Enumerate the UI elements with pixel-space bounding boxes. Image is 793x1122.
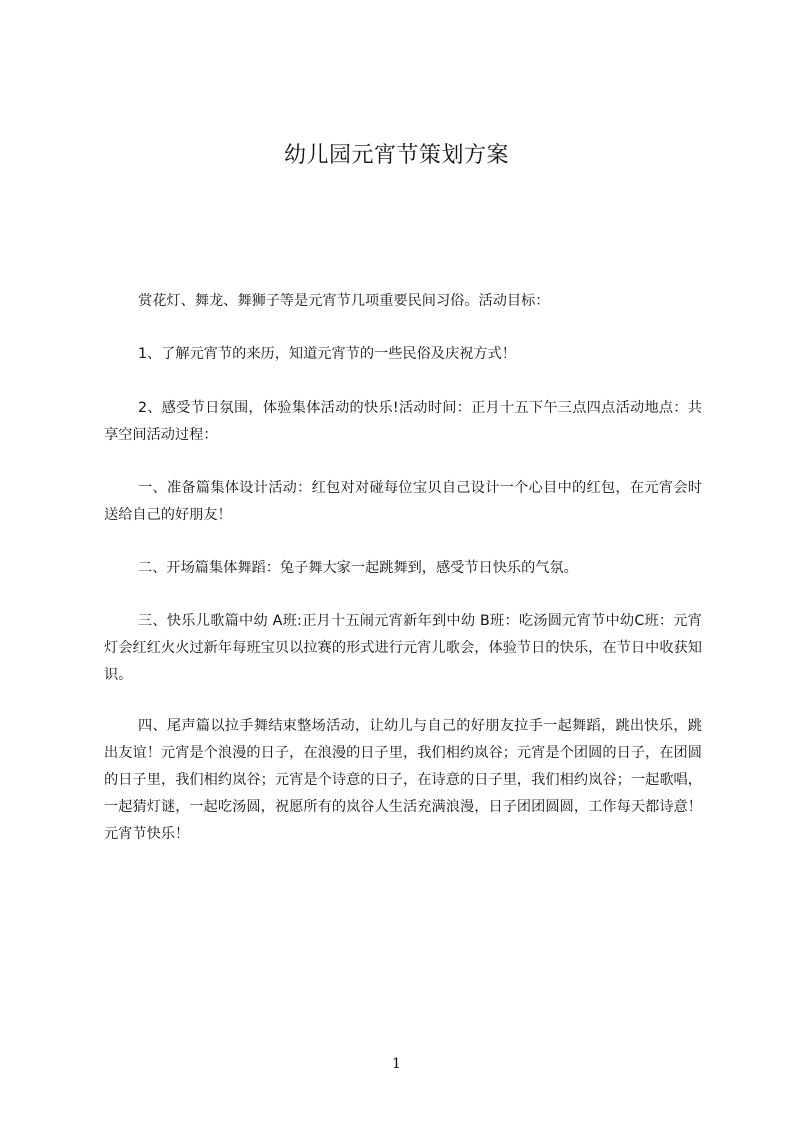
page-title: 幼儿园元宵节策划方案 [283,143,509,168]
paragraph-goal-2: 2、感受节日氛围，体验集体活动的快乐!活动时间：正月十五下午三点四点活动地点：共享空间活动过程： [104,400,702,443]
paragraph-opening-dance: 二、开场篇集体舞蹈：兔子舞大家一起跳舞到，感受节日快乐的气氛。 [138,560,578,576]
page-number: 1 [392,1056,401,1072]
paragraph-preparation: 一、准备篇集体设计活动：红包对对碰每位宝贝自己设计一个心目中的红包，在元宵会时送给自己的好朋友！ [104,480,702,523]
paragraph-goal-1: 1、了解元宵节的来历，知道元宵节的一些民俗及庆祝方式！ [138,346,516,362]
paragraph-ending: 四、尾声篇以拉手舞结束整场活动，让幼儿与自己的好朋友拉手一起舞蹈，跳出快乐，跳出友谊！元宵是个浪漫的日子，在浪漫的日子里，我们相约岚谷；元宵是个团圆的日子，在团圆的日子里，我们相约岚谷；元宵是个诗意的日子，在诗意的日子里，我们相约岚谷；一起歌唱，一起猜灯谜，一起吃汤圆，祝愿所有的岚谷人生活充满浪漫，日子团团圆圆，工作每天都诗意！元宵节快乐！ [104,718,702,842]
paragraph-children-songs: 三、快乐儿歌篇中幼 A班:正月十五闹元宵新年到中幼 B班：吃汤圆元宵节中幼C班：元宵灯会红红火火过新年每班宝贝以拉赛的形式进行元宵儿歌会，体验节日的快乐，在节日中收获知识。 [104,613,702,683]
paragraph-customs-intro: 赏花灯、舞龙、舞狮子等是元宵节几项重要民间习俗。活动目标： [138,293,550,309]
